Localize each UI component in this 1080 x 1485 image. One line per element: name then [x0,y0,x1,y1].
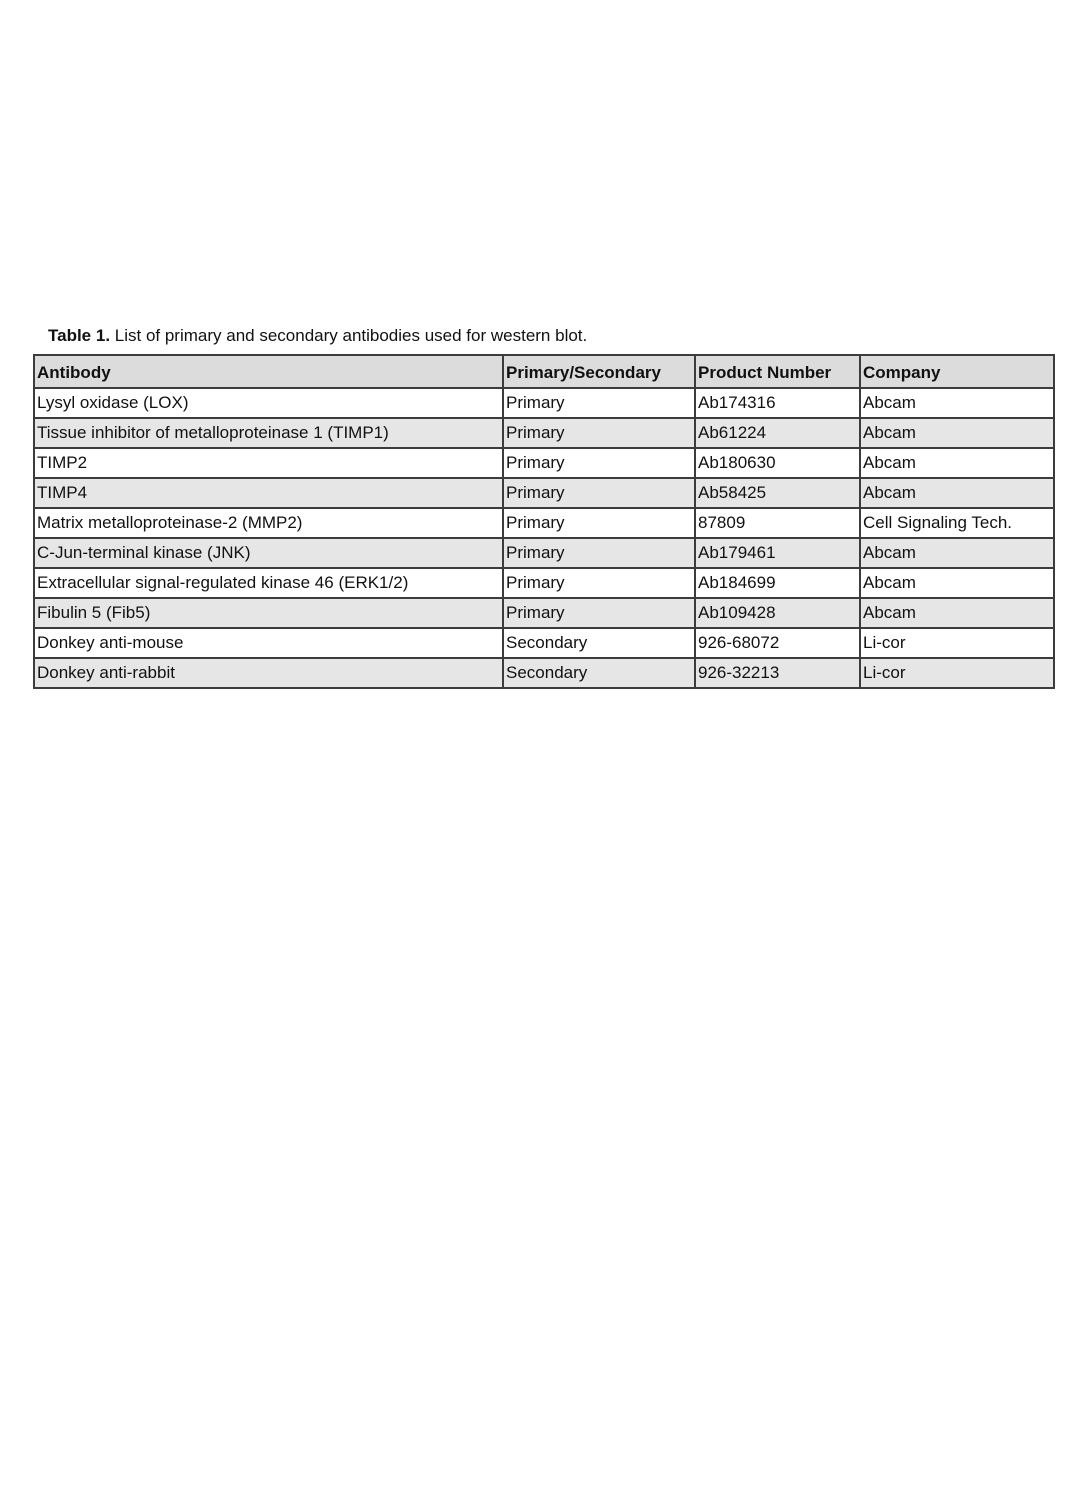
cell-type: Primary [503,508,695,538]
header-primary-secondary: Primary/Secondary [503,355,695,388]
cell-antibody: TIMP4 [34,478,503,508]
cell-product-number: Ab180630 [695,448,860,478]
cell-product-number: 87809 [695,508,860,538]
cell-company: Abcam [860,538,1054,568]
cell-product-number: Ab184699 [695,568,860,598]
cell-company: Abcam [860,568,1054,598]
cell-type: Primary [503,478,695,508]
cell-product-number: Ab61224 [695,418,860,448]
cell-type: Secondary [503,628,695,658]
table-row [34,658,1054,688]
antibody-table [33,354,1055,689]
cell-antibody: Fibulin 5 (Fib5) [34,598,503,628]
cell-company: Abcam [860,418,1054,448]
table-caption [48,324,587,348]
cell-antibody: Tissue inhibitor of metalloproteinase 1 (TIMP1) [34,418,503,448]
table-body [34,388,1054,688]
cell-type: Primary [503,568,695,598]
cell-antibody: Donkey anti-mouse [34,628,503,658]
table-row [34,628,1054,658]
cell-type: Primary [503,598,695,628]
cell-product-number: 926-68072 [695,628,860,658]
table-row [34,478,1054,508]
cell-product-number: Ab58425 [695,478,860,508]
cell-company: Abcam [860,478,1054,508]
table-header [34,355,1054,388]
header-row [34,355,1054,388]
cell-antibody: Lysyl oxidase (LOX) [34,388,503,418]
table-row [34,508,1054,538]
cell-product-number: Ab179461 [695,538,860,568]
cell-company: Li-cor [860,628,1054,658]
caption-text: List of primary and secondary antibodies used for western blot. [110,326,588,345]
cell-company: Abcam [860,598,1054,628]
cell-product-number: Ab174316 [695,388,860,418]
cell-type: Primary [503,538,695,568]
cell-antibody: C-Jun-terminal kinase (JNK) [34,538,503,568]
cell-product-number: 926-32213 [695,658,860,688]
table-row [34,598,1054,628]
cell-antibody: Donkey anti-rabbit [34,658,503,688]
cell-type: Primary [503,388,695,418]
header-product-number: Product Number [695,355,860,388]
antibody-table-container [33,354,1053,689]
header-antibody: Antibody [34,355,503,388]
table-row [34,448,1054,478]
header-company: Company [860,355,1054,388]
caption-label: Table 1. [48,326,111,345]
cell-antibody: Matrix metalloproteinase-2 (MMP2) [34,508,503,538]
table-row [34,568,1054,598]
table-row [34,538,1054,568]
table-row [34,418,1054,448]
cell-product-number: Ab109428 [695,598,860,628]
cell-company: Abcam [860,448,1054,478]
cell-company: Abcam [860,388,1054,418]
cell-antibody: Extracellular signal-regulated kinase 46 (ERK1/2) [34,568,503,598]
cell-antibody: TIMP2 [34,448,503,478]
table-row [34,388,1054,418]
cell-type: Primary [503,448,695,478]
cell-type: Primary [503,418,695,448]
cell-type: Secondary [503,658,695,688]
cell-company: Cell Signaling Tech. [860,508,1054,538]
cell-company: Li-cor [860,658,1054,688]
